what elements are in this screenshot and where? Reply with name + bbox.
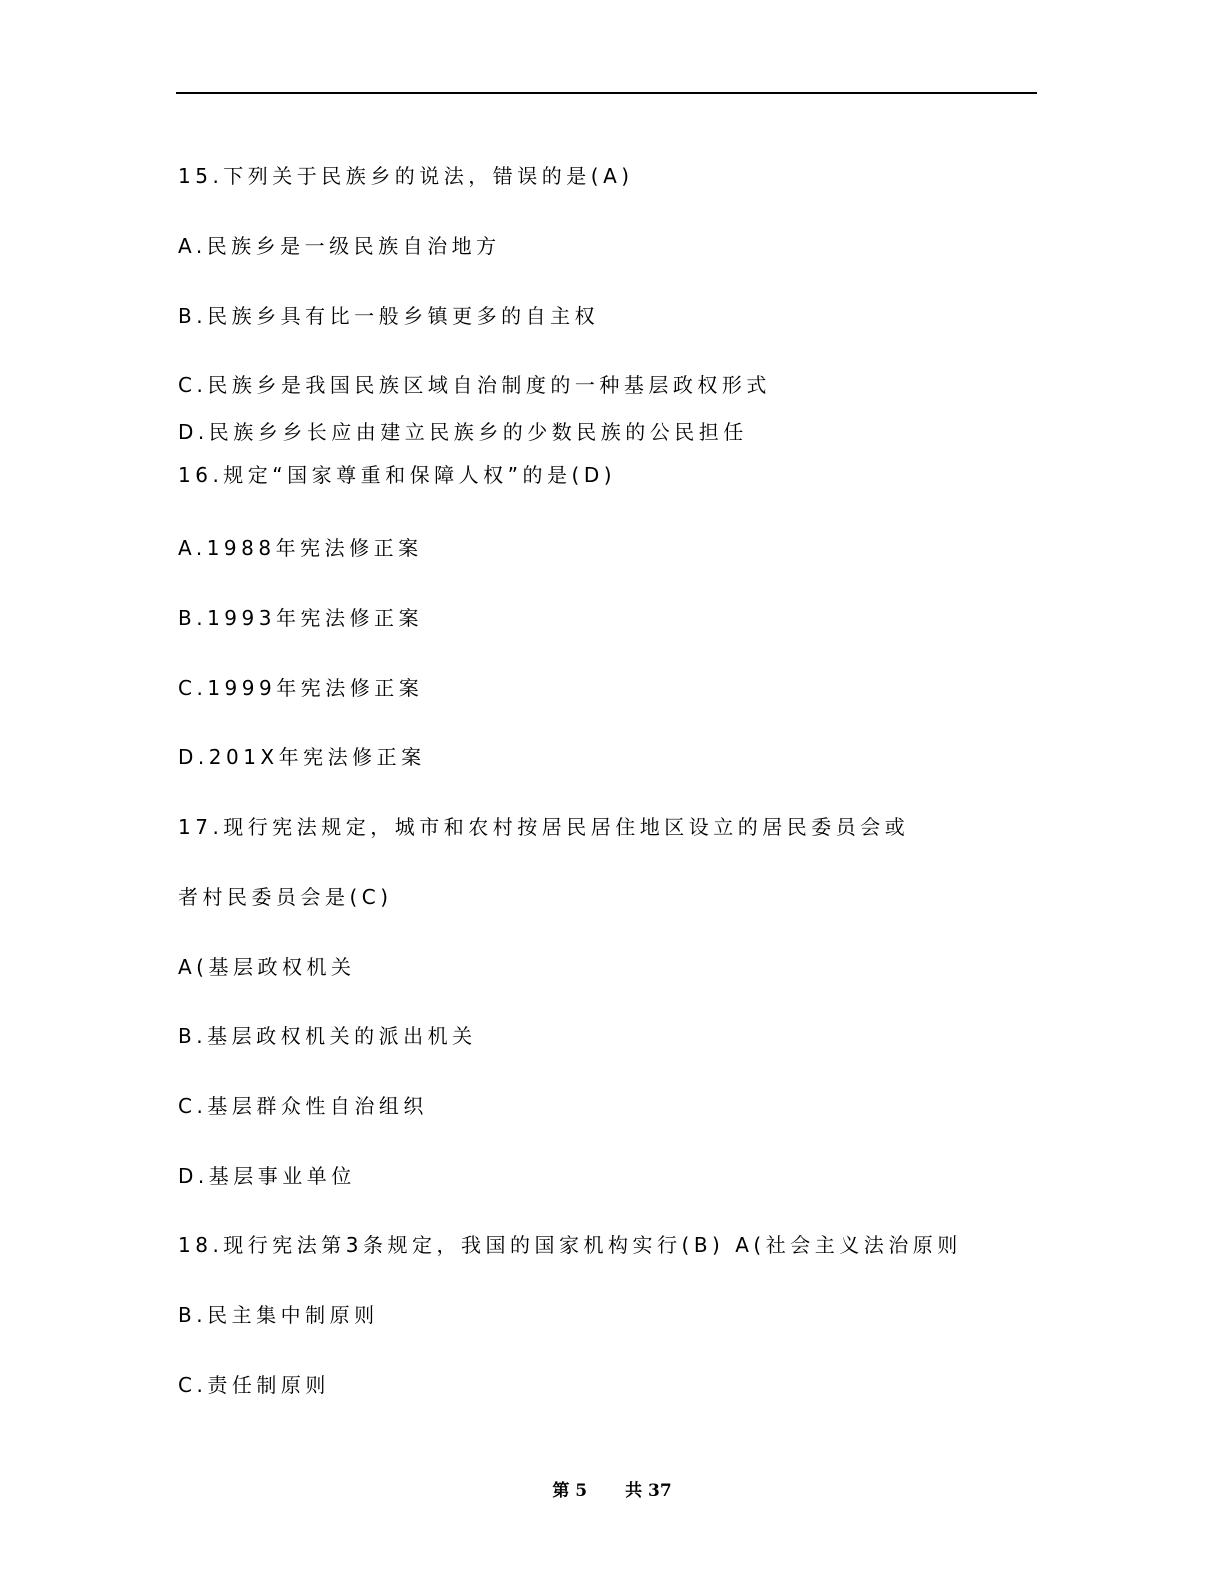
- page-footer: [0, 1476, 1224, 1501]
- option-15-c: C.民族乡是我国民族区域自治制度的一种基层政权形式: [178, 373, 771, 397]
- option-17-b: B.基层政权机关的派出机关: [178, 1024, 477, 1048]
- question-15: 15.下列关于民族乡的说法，错误的是(A): [178, 164, 634, 188]
- page-number: 第 5: [552, 1481, 588, 1501]
- option-15-d: D.民族乡乡长应由建立民族乡的少数民族的公民担任: [178, 420, 748, 444]
- option-17-c: C.基层群众性自治组织: [178, 1094, 428, 1118]
- option-16-b: B.1993年宪法修正案: [178, 606, 423, 630]
- option-16-a: A.1988年宪法修正案: [178, 536, 423, 560]
- option-17-a: A(基层政权机关: [178, 955, 356, 979]
- option-18-b: B.民主集中制原则: [178, 1303, 379, 1327]
- question-17-line-2: 者村民委员会是(C): [178, 885, 393, 909]
- option-16-d: D.201X年宪法修正案: [178, 745, 426, 769]
- option-15-b: B.民族乡具有比一般乡镇更多的自主权: [178, 304, 600, 328]
- question-16: 16.规定“国家尊重和保障人权”的是(D): [178, 463, 617, 487]
- option-16-c: C.1999年宪法修正案: [178, 676, 424, 700]
- option-17-d: D.基层事业单位: [178, 1164, 356, 1188]
- page-total: 共 37: [625, 1481, 672, 1501]
- question-18: 18.现行宪法第3条规定，我国的国家机构实行(B) A(社会主义法治原则: [178, 1233, 962, 1257]
- header-rule: [176, 92, 1037, 94]
- option-15-a: A.民族乡是一级民族自治地方: [178, 234, 501, 258]
- question-17-line-1: 17.现行宪法规定，城市和农村按居民居住地区设立的居民委员会或: [178, 815, 910, 839]
- option-18-c: C.责任制原则: [178, 1373, 330, 1397]
